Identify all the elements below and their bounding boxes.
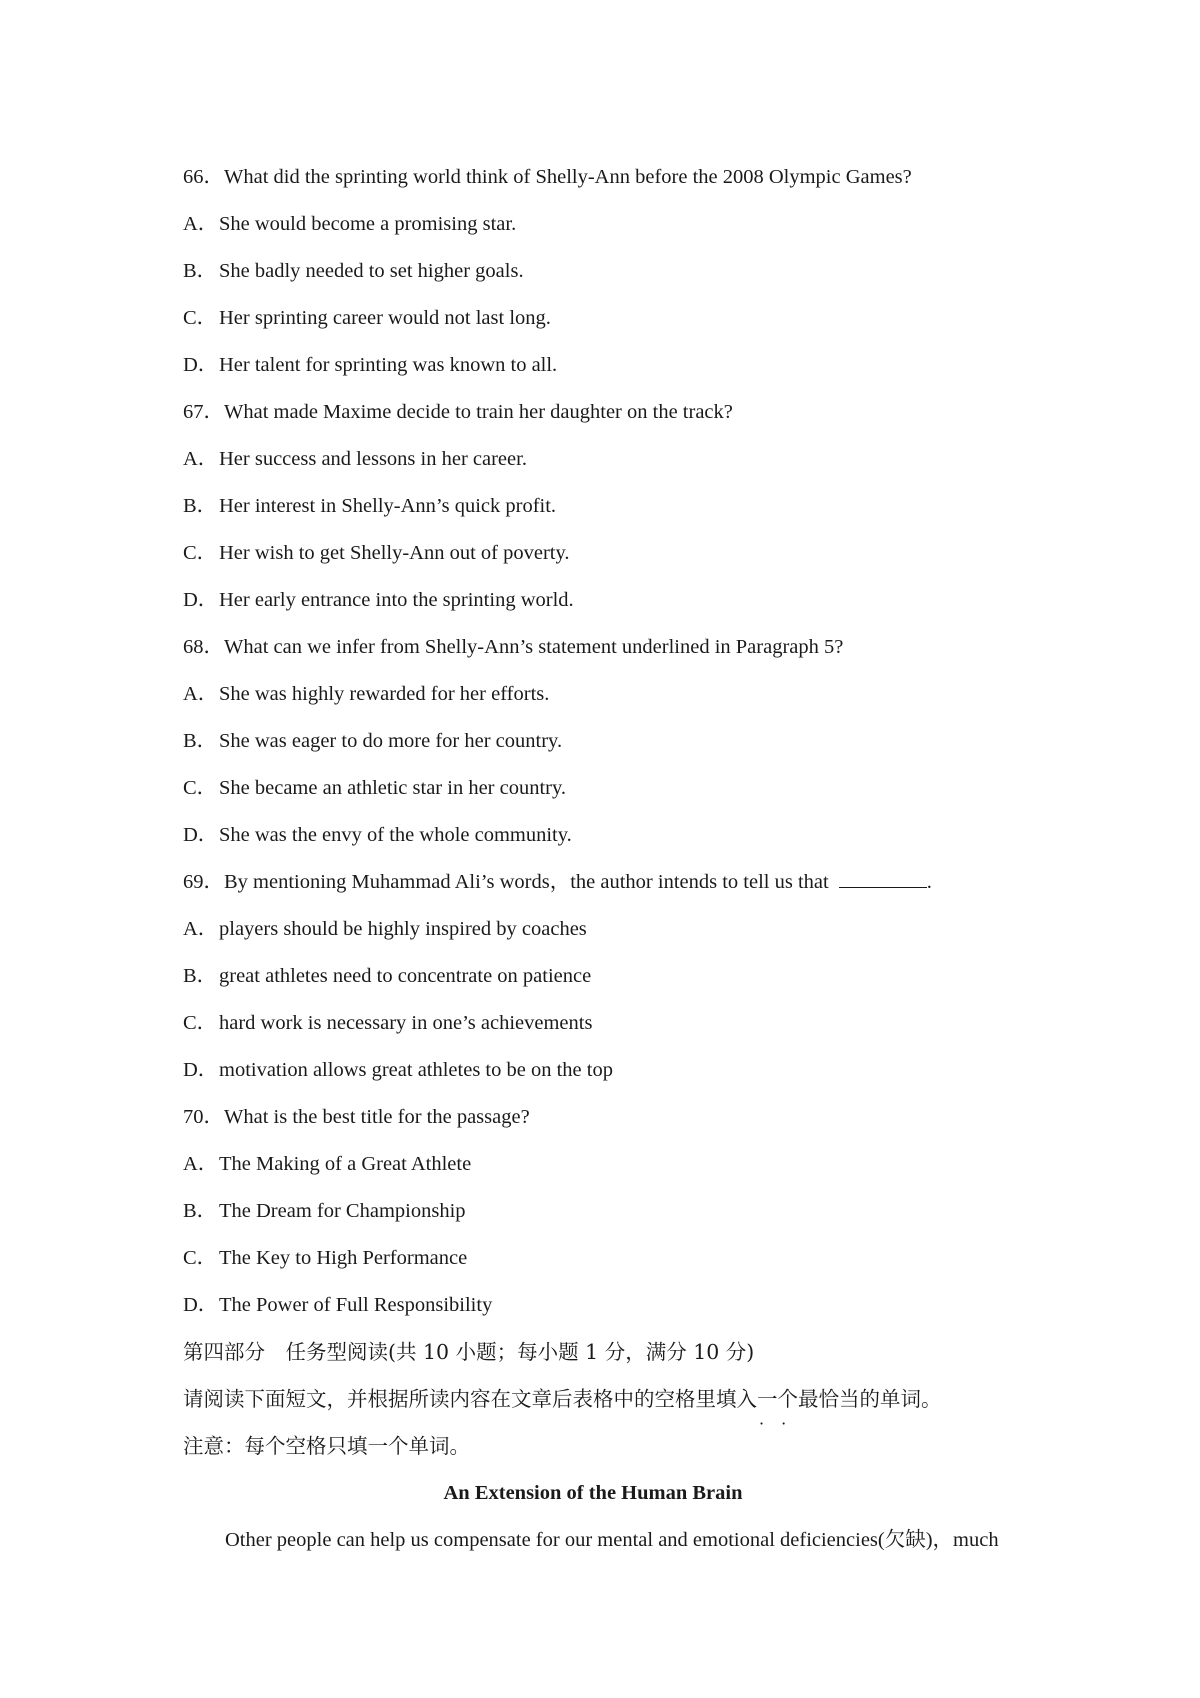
answer-blank [839, 865, 927, 888]
question-67 [183, 393, 1043, 440]
option-c [183, 769, 1043, 816]
option-label: C． [183, 1247, 218, 1269]
question-number: 69． [183, 871, 224, 893]
question-69 [183, 863, 1043, 910]
option-label: B． [183, 730, 218, 752]
option-c [183, 299, 1043, 346]
question-66 [183, 158, 1043, 205]
section-instruction [183, 1380, 1043, 1427]
option-text: Her success and lessons in her career. [219, 448, 527, 470]
option-text: hard work is necessary in one’s achievements [219, 1012, 593, 1034]
section-heading: 第四部分 任务型阅读(共 10 小题；每小题 1 分，满分 10 分) [183, 1340, 755, 1364]
option-a [183, 1145, 1043, 1192]
option-a [183, 205, 1043, 252]
option-text: She would become a promising star. [219, 213, 517, 235]
option-label: C． [183, 1012, 218, 1034]
option-label: D． [183, 1294, 219, 1316]
option-label: D． [183, 824, 219, 846]
option-label: A． [183, 683, 219, 705]
question-68 [183, 628, 1043, 675]
question-number: 70． [183, 1106, 224, 1128]
instruction-text: 请阅读下面短文，并根据所读内容在文章后表格中的空格里填入 [183, 1387, 757, 1411]
instruction-emphasis: 一个 · · [757, 1387, 798, 1411]
option-text: great athletes need to concentrate on patience [219, 965, 592, 987]
option-c [183, 1239, 1043, 1286]
option-label: C． [183, 777, 218, 799]
option-label: A． [183, 918, 219, 940]
question-number: 68． [183, 636, 224, 658]
option-text: She badly needed to set higher goals. [219, 260, 524, 282]
option-text: The Key to High Performance [219, 1247, 468, 1269]
option-text: The Making of a Great Athlete [219, 1153, 472, 1175]
option-text: Her wish to get Shelly-Ann out of poverty. [219, 542, 570, 564]
option-d [183, 1286, 1043, 1333]
option-text: motivation allows great athletes to be on the top [219, 1059, 613, 1081]
option-label: B． [183, 260, 218, 282]
option-label: B． [183, 495, 218, 517]
option-text: The Power of Full Responsibility [219, 1294, 493, 1316]
option-label: A． [183, 448, 219, 470]
option-label: D． [183, 1059, 219, 1081]
question-70 [183, 1098, 1043, 1145]
question-stem: What made Maxime decide to train her daughter on the track? [224, 401, 733, 423]
option-b [183, 957, 1043, 1004]
option-label: B． [183, 1200, 218, 1222]
passage-title: An Extension of the Human Brain [443, 1482, 743, 1504]
option-text: She was the envy of the whole community. [219, 824, 572, 846]
section-note: 注意：每个空格只填一个单词。 [183, 1434, 470, 1458]
question-stem-end: . [926, 871, 932, 893]
option-label: B． [183, 965, 218, 987]
option-a [183, 440, 1043, 487]
option-d [183, 1051, 1043, 1098]
option-text: She became an athletic star in her country. [219, 777, 567, 799]
option-b [183, 487, 1043, 534]
question-number: 67． [183, 401, 224, 423]
option-d [183, 581, 1043, 628]
option-b [183, 252, 1043, 299]
question-stem: What can we infer from Shelly-Ann’s statement underlined in Paragraph 5? [224, 636, 844, 658]
passage-paragraph: Other people can help us compensate for our mental and emotional deficiencies(欠缺)，much [225, 1529, 999, 1551]
option-text: Her sprinting career would not last long. [219, 307, 551, 329]
option-text: Her interest in Shelly-Ann’s quick profit. [219, 495, 557, 517]
question-stem: What did the sprinting world think of Shelly-Ann before the 2008 Olympic Games? [224, 166, 912, 188]
option-label: A． [183, 1153, 219, 1175]
option-text: Her early entrance into the sprinting world. [219, 589, 574, 611]
option-label: D． [183, 589, 219, 611]
option-label: A． [183, 213, 219, 235]
option-text: Her talent for sprinting was known to all. [219, 354, 558, 376]
option-c [183, 534, 1043, 581]
option-label: D． [183, 354, 219, 376]
question-number: 66． [183, 166, 224, 188]
option-text: She was highly rewarded for her efforts. [219, 683, 550, 705]
option-a [183, 675, 1043, 722]
option-label: C． [183, 307, 218, 329]
option-a [183, 910, 1043, 957]
option-b [183, 722, 1043, 769]
instruction-text-end: 最恰当的单词。 [798, 1387, 942, 1411]
option-text: She was eager to do more for her country. [219, 730, 563, 752]
option-text: The Dream for Championship [219, 1200, 466, 1222]
option-label: C． [183, 542, 218, 564]
option-d [183, 346, 1043, 393]
option-b [183, 1192, 1043, 1239]
option-text: players should be highly inspired by coaches [219, 918, 587, 940]
question-stem: By mentioning Muhammad Ali’s words，the author intends to tell us that [224, 871, 829, 893]
option-d [183, 816, 1043, 863]
question-stem: What is the best title for the passage? [224, 1106, 530, 1128]
option-c [183, 1004, 1043, 1051]
page-content [183, 158, 1043, 1568]
